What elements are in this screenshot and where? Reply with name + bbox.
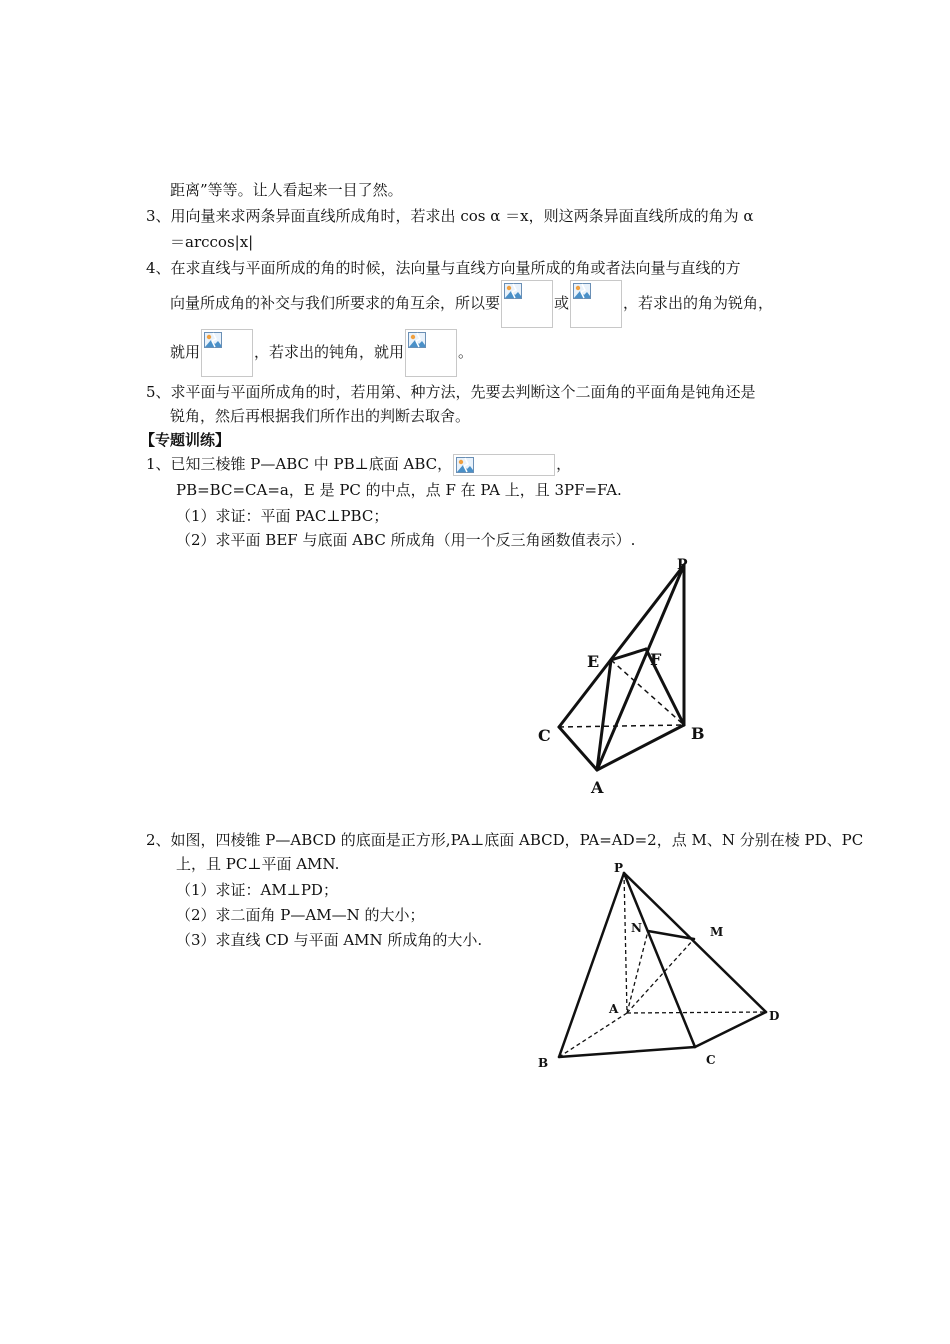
item4-line3-text-b: ，若求出的钝角，就用	[254, 343, 405, 361]
formula-image-4	[405, 329, 457, 377]
edge-pc	[624, 873, 695, 1047]
edge-bc	[559, 1047, 695, 1057]
pyramid-figure-2	[530, 855, 790, 1075]
problem1-line1	[146, 452, 571, 476]
vertex-label-n: N	[631, 921, 642, 935]
item4-line2-text-a: 向量所成角的补交与我们所要求的角互余，所以要	[170, 294, 501, 312]
hidden-edge-ab	[559, 1013, 627, 1057]
problem2-line2: 上，且 PC⊥平面 AMN.	[176, 855, 340, 873]
formula-image-3	[201, 329, 253, 377]
vertex-label-e: E	[587, 652, 600, 671]
problem1-q2: （2）求平面 BEF 与底面 ABC 所成角（用一个反三角函数值表示）.	[176, 531, 636, 549]
item5-line1: 5、求平面与平面所成角的时，若用第、种方法，先要去判断这个二面角的平面角是钝角还是	[146, 383, 756, 401]
pyramid-figure-1	[530, 555, 720, 800]
vertex-label-a: A	[609, 1002, 619, 1016]
vertex-label-f: F	[650, 650, 662, 669]
broken-image-icon	[504, 283, 522, 299]
hidden-edge-eb	[611, 660, 684, 725]
vertex-label-b: B	[691, 724, 705, 743]
vertex-label-m: M	[710, 925, 724, 939]
broken-image-icon	[573, 283, 591, 299]
broken-image-icon	[204, 332, 222, 348]
formula-image-5	[453, 454, 555, 476]
intro-tail: 距离”等等。让人看起来一目了然。	[170, 181, 403, 199]
item4-line2-text-c: ，若求出的角为锐角，	[623, 294, 774, 312]
edge-ab	[597, 725, 684, 770]
edge-cd	[695, 1012, 766, 1047]
formula-image-1	[501, 280, 553, 328]
edge-pc	[559, 565, 684, 727]
formula-image-2	[570, 280, 622, 328]
item4-line3-text-c: 。	[458, 343, 474, 361]
problem1-line1-text-b: ，	[556, 455, 572, 473]
item4-line3	[170, 329, 473, 377]
item4-line1: 4、在求直线与平面所成的角的时候，法向量与直线方向量所成的角或者法向量与直线的方	[146, 259, 741, 277]
item3-line1: 3、用向量来求两条异面直线所成角时，若求出 cos α ＝x，则这两条异面直线所成的角为 α	[146, 207, 754, 225]
problem1-line2: PB=BC=CA=a，E 是 PC 的中点，点 F 在 PA 上，且 3PF=FA.	[176, 481, 622, 499]
item4-line3-text-a: 就用	[170, 343, 201, 361]
hidden-edge-ad	[627, 1012, 766, 1013]
item4-line2-text-b: 或	[554, 294, 570, 312]
section-title: 【专题训练】	[140, 431, 231, 449]
item4-line2	[170, 280, 773, 328]
problem2-q2: （2）求二面角 P—AM—N 的大小；	[176, 906, 425, 924]
problem2-line1: 2、如图，四棱锥 P—ABCD 的底面是正方形,PA⊥底面 ABCD，PA=AD=2，点 M、N 分别在棱 PD、PC	[146, 831, 864, 849]
vertex-label-p: P	[614, 861, 624, 875]
edge-pb	[559, 873, 624, 1057]
vertex-label-c: C	[538, 726, 551, 745]
hidden-edge-pa	[624, 873, 627, 1013]
broken-image-icon	[456, 457, 474, 473]
problem1-q1: （1）求证：平面 PAC⊥PBC；	[176, 507, 389, 525]
broken-image-icon	[408, 332, 426, 348]
problem1-line1-text-a: 1、已知三棱锥 P—ABC 中 PB⊥底面 ABC，	[146, 455, 453, 473]
vertex-label-b: B	[538, 1056, 549, 1070]
item5-line2: 锐角，然后再根据我们所作出的判断去取舍。	[170, 407, 471, 425]
problem2-q1: （1）求证：AM⊥PD；	[176, 881, 338, 899]
item3-line2: ＝arccos|x|	[170, 233, 254, 251]
vertex-label-p: P	[677, 557, 688, 573]
vertex-label-a: A	[591, 778, 604, 797]
hidden-edge-cb	[559, 725, 684, 727]
vertex-label-c: C	[706, 1053, 716, 1067]
vertex-label-d: D	[769, 1009, 780, 1023]
edge-ca	[559, 727, 597, 770]
problem2-q3: （3）求直线 CD 与平面 AMN 所成角的大小.	[176, 931, 483, 949]
